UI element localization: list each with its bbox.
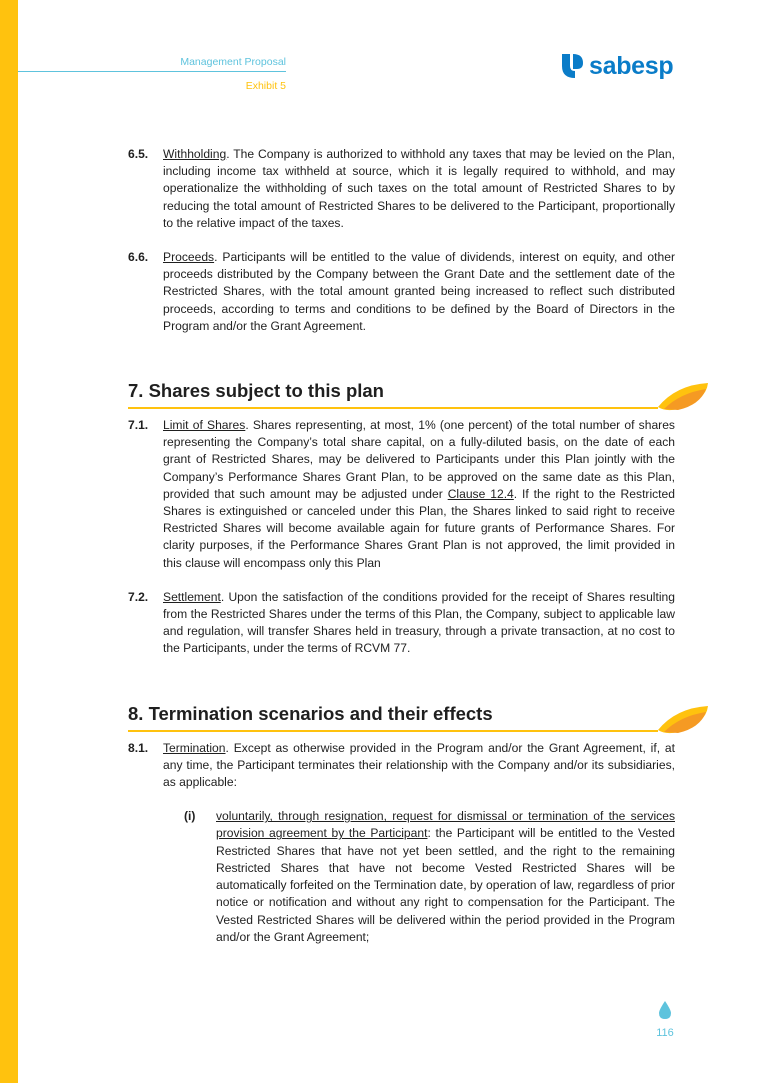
section-rule <box>128 730 658 732</box>
water-drop-icon <box>659 1001 671 1019</box>
header-rule <box>18 71 286 72</box>
leaf-ornament-icon <box>656 702 712 738</box>
header-title: Management Proposal <box>180 56 286 68</box>
clause-text: . The Company is authorized to withhold any taxes that may be levied on the Plan, including income tax withheld at source, which it is legally required to withhold, and may operationalize the withholding of such taxes on the total amount of Restricted Shares to by reducing the total amount of Restricted Shares to be delivered to the Participant, proportionally to the relative impact of the taxes. <box>163 147 675 230</box>
subclause-text: : the Participant will be entitled to the Vested Restricted Shares that have not yet been settled, and the right to the remaining Restricted Shares that have not become Vested Restricted Shares will be automatically forfeited on the Termination date, by operation of law, regardless of prior notice or notification and without any right to compensation for the Participant. The Vested Restricted Shares will be delivered within the period provided in the Program and/or the Grant Agreement; <box>216 826 675 944</box>
subclause-i <box>172 808 675 946</box>
subclause-number: (i) <box>184 809 196 824</box>
sabesp-logo-icon <box>559 52 585 80</box>
clause-heading: Withholding <box>163 147 227 161</box>
clause-7-2 <box>128 589 675 658</box>
section-7-heading <box>128 379 675 403</box>
clause-8-1 <box>128 740 675 792</box>
clause-7-1 <box>128 417 675 572</box>
clause-number: 8.1. <box>128 740 149 755</box>
clause-heading: Settlement <box>163 589 221 604</box>
clause-number: 6.6. <box>128 250 149 265</box>
clause-reference: Clause 12.4 <box>447 486 514 501</box>
clause-text: . If the right to the Restricted Shares is extinguished or canceled under this Plan, the Shares linked to said right to receive Restricted Shares will become available again for future grants of Performance Shares. For clarity purposes, if the Performance Shares Grant Plan is not approved, the limit provided in this clause will encompass only this Plan <box>163 486 675 570</box>
document-body <box>128 146 675 946</box>
page-number: 116 <box>656 1027 674 1039</box>
clause-6-5 <box>128 146 675 232</box>
clause-heading: Limit of Shares <box>163 418 246 433</box>
clause-heading: Proceeds <box>163 250 215 265</box>
section-rule <box>128 407 658 409</box>
clause-number: 7.2. <box>128 589 149 604</box>
clause-6-6 <box>128 249 675 335</box>
section-title: 7. Shares subject to this plan <box>128 380 384 402</box>
clause-text: . Participants will be entitled to the value of dividends, interest on equity, and other proceeds distributed by the Company between the Grant Date and the settlement date of the Restricted Shares, with the total amount granted being increased to reflect such distributed proceeds, according to terms and conditions to be defined by the Board of Directors in the Program and/or the Grant Agreement. <box>163 250 675 333</box>
clause-number: 7.1. <box>128 418 149 433</box>
section-8-heading <box>128 702 675 726</box>
sidebar-stripe <box>0 0 18 1083</box>
logo-text: sabesp <box>589 51 674 80</box>
clause-text: . Shares representing, at most, 1% (one percent) of the total number of shares representing the Company’s total share capital, on a fully-diluted basis, on the date of each grant of Restricted Shares, may be delivered to Participants under this Plan jointly with the Company’s Performance Shares Grant Plan, to be approved on the same date as this Plan, provided that such amount may be adjusted under <box>163 418 675 501</box>
section-title: 8. Termination scenarios and their effects <box>128 702 493 724</box>
clause-text: . Upon the satisfaction of the conditions provided for the receipt of Shares resulting from the Restricted Shares under the terms of this Plan, the Company, subject to applicable law and regulation, will transfer Shares held in treasury, through a private transaction, at no cost to the Participants, under the terms of RCVM 77. <box>163 589 675 656</box>
sabesp-logo <box>559 51 673 81</box>
header-subtitle: Exhibit 5 <box>245 80 286 92</box>
subclause-heading: voluntarily, through resignation, request for dismissal or termination of the services provision agreement by the Participant <box>216 809 675 841</box>
clause-text: . Except as otherwise provided in the Program and/or the Grant Agreement, if, at any time, the Participant terminates their relationship with the Company and/or its subsidiaries, as applicable: <box>163 740 675 790</box>
clause-number: 6.5. <box>128 147 149 161</box>
clause-heading: Termination <box>163 740 226 755</box>
leaf-ornament-icon <box>656 379 712 415</box>
